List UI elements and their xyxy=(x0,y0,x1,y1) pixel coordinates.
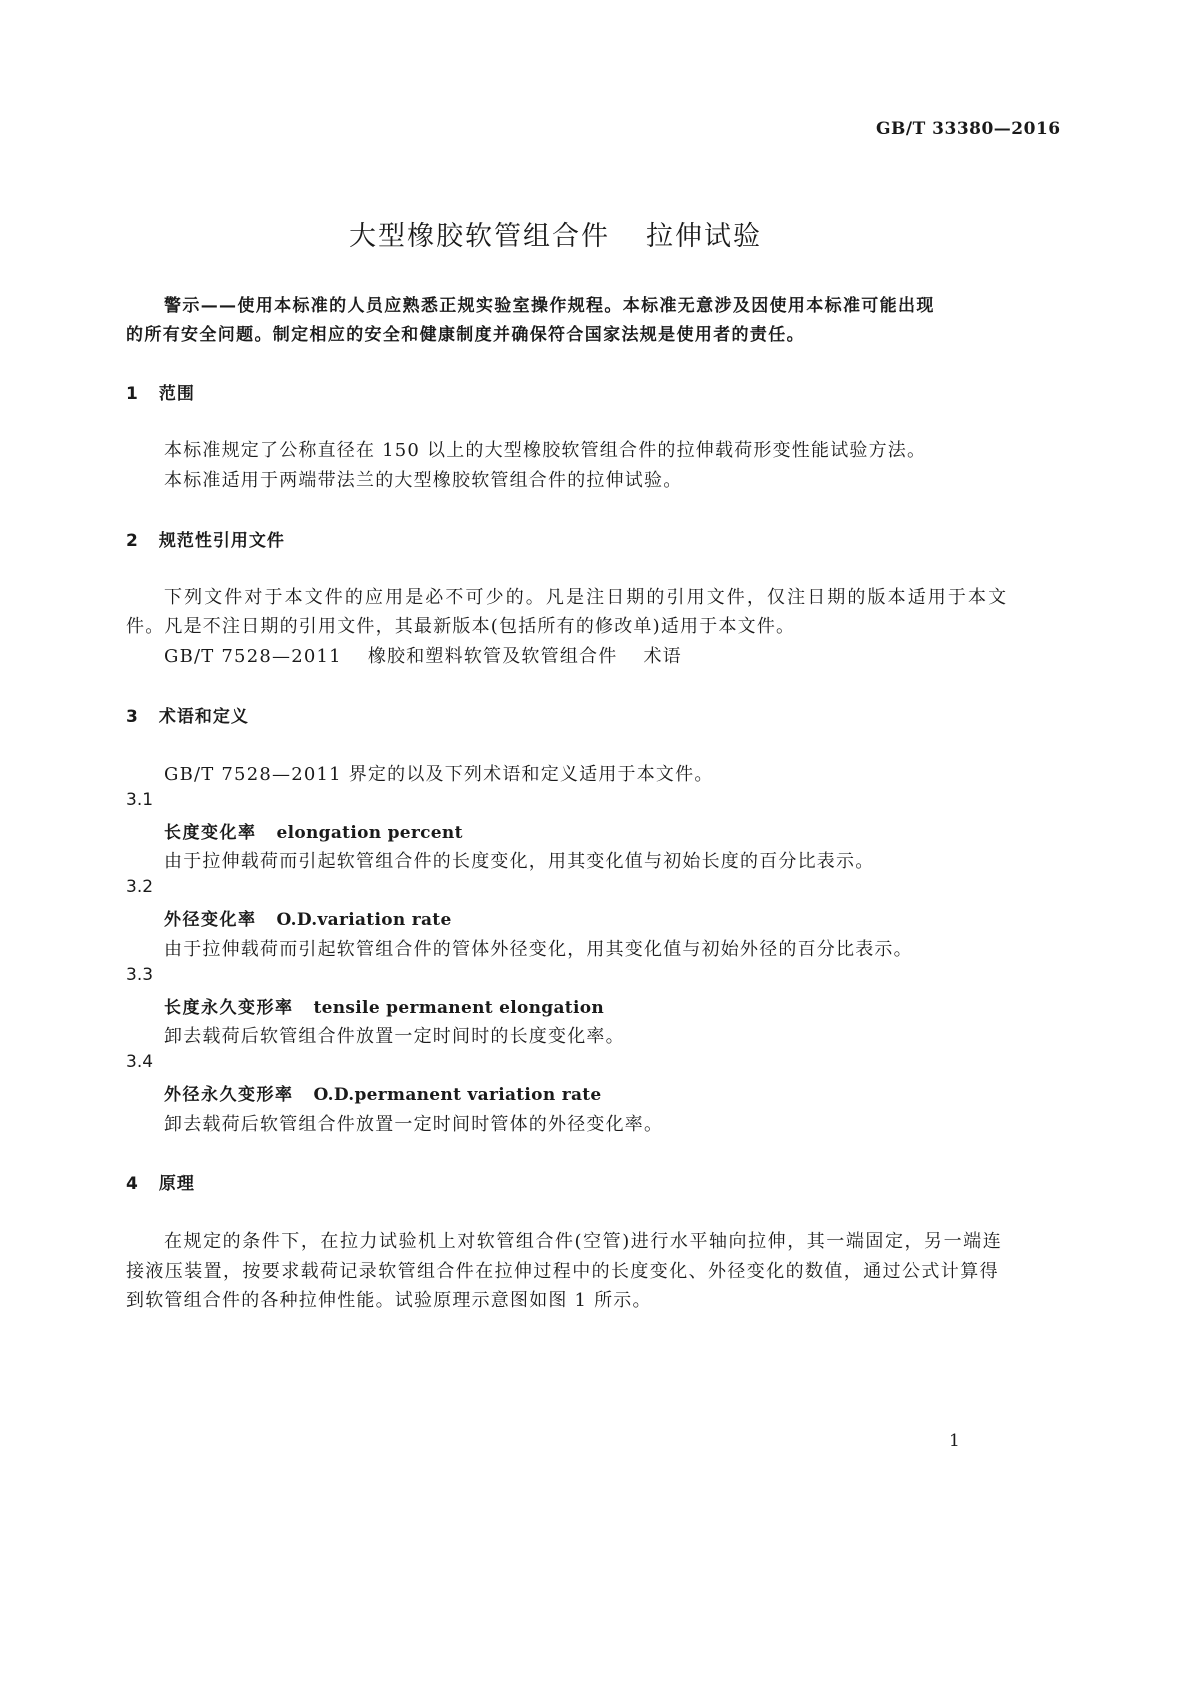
section-title: 原理 xyxy=(158,1174,195,1194)
term-title xyxy=(164,905,452,930)
section-title: 规范性引用文件 xyxy=(158,531,285,551)
section-4-heading xyxy=(126,1169,195,1194)
warning-line-2: 的所有安全问题。制定相应的安全和健康制度并确保符合国家法规是使用者的责任。 xyxy=(126,325,805,345)
section-number: 3 xyxy=(126,707,139,727)
warning-line-1: 警示——使用本标准的人员应熟悉正规实验室操作规程。本标准无意涉及因使用本标准可能出现 xyxy=(164,296,935,316)
term-definition: 卸去载荷后软管组合件放置一定时间时管体的外径变化率。 xyxy=(164,1114,664,1135)
term-en: O.D.variation rate xyxy=(276,910,452,930)
standard-code: GB/T 33380—2016 xyxy=(876,119,1061,139)
term-title xyxy=(164,1080,602,1105)
term-en: O.D.permanent variation rate xyxy=(313,1085,602,1105)
section-4-line-3: 到软管组合件的各种拉伸性能。试验原理示意图如图 1 所示。 xyxy=(126,1290,652,1311)
term-number: 3.4 xyxy=(126,1052,154,1072)
reference-suffix: 术语 xyxy=(643,646,682,667)
section-number: 1 xyxy=(126,384,139,404)
term-number: 3.1 xyxy=(126,790,154,810)
normative-reference xyxy=(164,642,682,668)
section-4-line-2: 接液压装置，按要求载荷记录软管组合件在拉伸过程中的长度变化、外径变化的数值，通过公式计算得 xyxy=(126,1261,999,1282)
section-3-intro: GB/T 7528—2011 界定的以及下列术语和定义适用于本文件。 xyxy=(164,764,714,785)
section-title: 范围 xyxy=(158,384,195,404)
term-definition: 卸去载荷后软管组合件放置一定时间时的长度变化率。 xyxy=(164,1026,625,1047)
section-1-heading xyxy=(126,379,195,404)
term-en: tensile permanent elongation xyxy=(313,998,605,1018)
term-en: elongation percent xyxy=(276,823,463,843)
title-part1: 大型橡胶软管组合件 xyxy=(349,221,610,252)
reference-name: 橡胶和塑料软管及软管组合件 xyxy=(367,646,618,667)
section-number: 2 xyxy=(126,531,139,551)
section-3-heading xyxy=(126,702,249,727)
page-number: 1 xyxy=(949,1431,960,1451)
term-title xyxy=(164,818,463,843)
term-title xyxy=(164,993,604,1018)
term-number: 3.2 xyxy=(126,877,154,897)
title-part2: 拉伸试验 xyxy=(646,221,762,252)
term-zh: 长度变化率 xyxy=(164,823,257,843)
term-zh: 长度永久变形率 xyxy=(164,998,294,1018)
term-zh: 外径永久变形率 xyxy=(164,1085,294,1105)
term-definition: 由于拉伸载荷而引起软管组合件的管体外径变化，用其变化值与初始外径的百分比表示。 xyxy=(164,939,913,960)
term-definition: 由于拉伸载荷而引起软管组合件的长度变化，用其变化值与初始长度的百分比表示。 xyxy=(164,851,875,872)
reference-code: GB/T 7528—2011 xyxy=(164,646,342,667)
section-title: 术语和定义 xyxy=(158,707,249,727)
section-4-line-1: 在规定的条件下，在拉力试验机上对软管组合件(空管)进行水平轴向拉伸，其一端固定，另一端连 xyxy=(164,1231,1003,1252)
section-number: 4 xyxy=(126,1174,139,1194)
section-2-heading xyxy=(126,526,285,551)
section-1-line-2: 本标准适用于两端带法兰的大型橡胶软管组合件的拉伸试验。 xyxy=(164,470,683,491)
section-1-line-1: 本标准规定了公称直径在 150 以上的大型橡胶软管组合件的拉伸载荷形变性能试验方法。 xyxy=(164,440,927,461)
term-zh: 外径变化率 xyxy=(164,910,257,930)
section-2-line-2: 件。凡是不注日期的引用文件，其最新版本(包括所有的修改单)适用于本文件。 xyxy=(126,616,796,637)
section-2-line-1: 下列文件对于本文件的应用是必不可少的。凡是注日期的引用文件，仅注日期的版本适用于本文 xyxy=(164,587,1009,608)
document-title xyxy=(349,214,762,253)
term-number: 3.3 xyxy=(126,965,154,985)
